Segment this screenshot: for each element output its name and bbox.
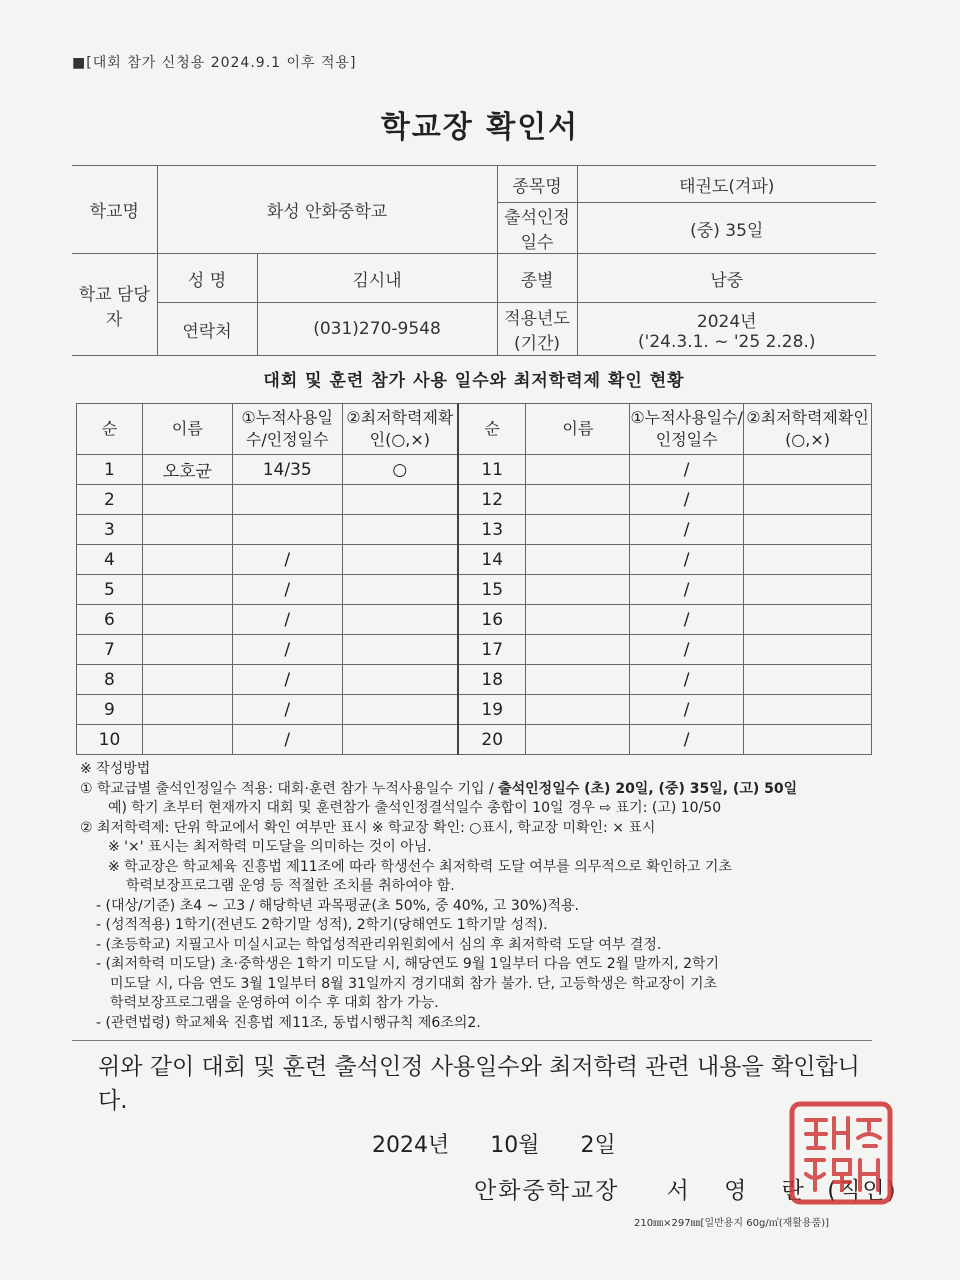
cell-days: /	[630, 605, 744, 635]
cell-check	[342, 695, 458, 725]
cell-days: /	[232, 545, 342, 575]
contact-label: 연락처	[157, 303, 257, 356]
cell-name	[142, 725, 232, 755]
signer-title: 안화중학교장	[474, 1178, 620, 1204]
cell-name	[526, 485, 630, 515]
info-table	[72, 165, 876, 356]
cell-check	[342, 575, 458, 605]
detail-4-cont: 미도달 시, 다음 연도 3월 1일부터 8월 31일까지 경기대회 참가 불가. 단, 고등학생은 학교장이 기초	[110, 975, 718, 992]
cell-check	[744, 455, 872, 485]
cell-name	[142, 665, 232, 695]
header-days: ①누적사용일수/인정일수	[232, 404, 342, 455]
cell-check	[744, 515, 872, 545]
cell-name	[526, 575, 630, 605]
manager-label: 학교 담당자	[72, 254, 157, 356]
cell-no: 17	[458, 635, 526, 665]
note-4: ※ 학교장은 학교체육 진흥법 제11조에 따라 학생선수 최저학력 도달 여부를 의무적으로 확인하고 기초	[108, 858, 732, 875]
category-value: 남중	[577, 254, 876, 303]
note-1	[80, 780, 880, 800]
header-check: ②최저학력제확인(○,×)	[342, 404, 458, 455]
cell-days: /	[232, 665, 342, 695]
detail-2: - (성적적용) 1학기(전년도 2학기말 성적), 2학기(당해연도 1학기말 성적).	[96, 917, 548, 933]
header-days: ①누적사용일수/인정일수	[630, 404, 744, 455]
detail-5: - (관련법령) 학교체육 진흥법 제11조, 동법시행규칙 제6조의2.	[96, 1014, 481, 1031]
cell-days: /	[630, 635, 744, 665]
header-no: 순	[458, 404, 526, 455]
year-cell	[577, 303, 876, 356]
cell-days: /	[630, 665, 744, 695]
cell-name	[526, 665, 630, 695]
detail-4-cont2: 학력보장프로그램을 운영하여 이수 후 대회 참가 가능.	[110, 995, 439, 1011]
cell-check	[744, 485, 872, 515]
contact-value: (031)270-9548	[257, 303, 497, 356]
category-label: 종별	[497, 254, 577, 303]
cell-check	[744, 695, 872, 725]
cell-no: 19	[458, 695, 526, 725]
header-no: 순	[77, 404, 143, 455]
cell-days: 14/35	[232, 455, 342, 485]
attendance-label: 출석인정 일수	[497, 203, 577, 254]
cell-name	[526, 545, 630, 575]
notes-heading: ※ 작성방법	[80, 761, 151, 777]
cell-no: 11	[458, 455, 526, 485]
cell-no: 7	[77, 635, 143, 665]
cell-no: 18	[458, 665, 526, 695]
cell-check: ○	[342, 455, 458, 485]
cell-name: 오호균	[142, 455, 232, 485]
cell-no: 16	[458, 605, 526, 635]
cell-days: /	[232, 635, 342, 665]
cell-no: 10	[77, 725, 143, 755]
date-year: 2024년	[372, 1133, 450, 1158]
official-seal-stamp	[786, 1098, 896, 1208]
cell-check	[744, 635, 872, 665]
cell-name	[142, 515, 232, 545]
cell-name	[526, 695, 630, 725]
cell-check	[744, 665, 872, 695]
detail-1: - (대상/기준) 초4 ~ 고3 / 해당학년 과목평균(초 50%, 중 40%, 고 30%)적용.	[96, 897, 579, 914]
cell-check	[342, 485, 458, 515]
note-4-cont: 학력보장프로그램 운영 등 적절한 조치를 취하여야 함.	[126, 878, 455, 894]
cell-check	[342, 665, 458, 695]
table-row	[77, 485, 872, 515]
cell-days	[232, 515, 342, 545]
cell-no: 5	[77, 575, 143, 605]
signer-name: 서 영 란	[666, 1178, 818, 1204]
page-title: 학교장 확인서	[380, 110, 580, 145]
table-row	[77, 605, 872, 635]
cell-check	[342, 545, 458, 575]
year-label: 적용년도 (기간)	[497, 303, 577, 356]
cell-name	[526, 455, 630, 485]
participation-rows	[77, 455, 872, 755]
note-3: ※ '×' 표시는 최저학력 미도달을 의미하는 것이 아님.	[108, 839, 432, 855]
cell-no: 8	[77, 665, 143, 695]
header-check: ②최저학력제확인(○,×)	[744, 404, 872, 455]
cell-name	[142, 545, 232, 575]
cell-no: 15	[458, 575, 526, 605]
table-row	[77, 455, 872, 485]
cell-check	[342, 515, 458, 545]
note-1-example: 예) 학기 초부터 현재까지 대회 및 훈련참가 출석인정결석일수 총합이 10일 경우 ⇨ 표기: (고) 10/50	[108, 800, 722, 816]
name-label: 성 명	[157, 254, 257, 303]
cell-days: /	[630, 515, 744, 545]
cell-check	[744, 575, 872, 605]
cell-no: 20	[458, 725, 526, 755]
table-row	[77, 665, 872, 695]
cell-days	[232, 485, 342, 515]
attendance-value: (중) 35일	[577, 203, 876, 254]
divider	[72, 1040, 872, 1041]
sport-value: 태권도(겨파)	[577, 166, 876, 203]
instructions	[80, 760, 880, 1033]
cell-name	[142, 575, 232, 605]
year-value: 2024년	[696, 311, 757, 332]
sport-label: 종목명	[497, 166, 577, 203]
note-1-bold: 출석인정일수 (초) 20일, (중) 35일, (고) 50일	[498, 780, 798, 797]
date-day: 2일	[580, 1133, 616, 1158]
cell-name	[526, 725, 630, 755]
cell-no: 2	[77, 485, 143, 515]
table-row	[77, 545, 872, 575]
cell-days: /	[630, 575, 744, 605]
cell-no: 6	[77, 605, 143, 635]
document-date	[372, 1128, 650, 1159]
cell-name	[142, 635, 232, 665]
cell-check	[342, 725, 458, 755]
table-row	[77, 515, 872, 545]
cell-name	[142, 485, 232, 515]
cell-check	[342, 635, 458, 665]
cell-name	[526, 605, 630, 635]
cell-days: /	[232, 695, 342, 725]
table-row	[77, 725, 872, 755]
detail-4: - (최저학력 미도달) 초·중학생은 1학기 미도달 시, 해당연도 9월 1일부터 다음 연도 2월 말까지, 2학기	[96, 956, 720, 972]
cell-no: 4	[77, 545, 143, 575]
cell-name	[526, 635, 630, 665]
cell-days: /	[630, 725, 744, 755]
table-row	[77, 695, 872, 725]
cell-name	[142, 605, 232, 635]
name-value: 김시내	[257, 254, 497, 303]
cell-check	[342, 605, 458, 635]
cell-check	[744, 605, 872, 635]
school-label: 학교명	[72, 166, 157, 254]
cell-days: /	[232, 575, 342, 605]
cell-days: /	[232, 725, 342, 755]
cell-no: 13	[458, 515, 526, 545]
cell-check	[744, 545, 872, 575]
header-name: 이름	[142, 404, 232, 455]
header-name: 이름	[526, 404, 630, 455]
cell-name	[142, 695, 232, 725]
cell-days: /	[630, 545, 744, 575]
cell-no: 1	[77, 455, 143, 485]
cell-no: 9	[77, 695, 143, 725]
seal-mark-label: (직인)	[827, 1178, 898, 1204]
confirm-statement: 위와 같이 대회 및 훈련 출석인정 사용일수와 최저학력 관련 내용을 확인합니다.	[98, 1054, 860, 1114]
participation-table	[76, 403, 872, 755]
section-subtitle: 대회 및 훈련 참가 사용 일수와 최저학력제 확인 현황	[263, 371, 685, 391]
cell-days: /	[630, 455, 744, 485]
cell-name	[526, 515, 630, 545]
header-note: ■[대회 참가 신청용 2024.9.1 이후 적용]	[72, 55, 357, 71]
cell-days: /	[630, 485, 744, 515]
cell-days: /	[630, 695, 744, 725]
paper-spec: 210㎜×297㎜[일반용지 60g/㎡(재활용품)]	[634, 1218, 830, 1229]
period-value: ('24.3.1. ~ '25 2.28.)	[638, 331, 816, 352]
note-2: ② 최저학력제: 단위 학교에서 확인 여부만 표시 ※ 학교장 확인: ○표시, 학교장 미확인: × 표시	[80, 819, 656, 836]
cell-check	[744, 725, 872, 755]
cell-no: 3	[77, 515, 143, 545]
detail-3: - (초등학교) 지필고사 미실시교는 학업성적관리위원회에서 심의 후 최저학력 도달 여부 결정.	[96, 936, 662, 953]
cell-days: /	[232, 605, 342, 635]
date-month: 10월	[490, 1133, 540, 1158]
school-value: 화성 안화중학교	[157, 166, 497, 254]
cell-no: 14	[458, 545, 526, 575]
table-row	[77, 635, 872, 665]
cell-no: 12	[458, 485, 526, 515]
table-row	[77, 575, 872, 605]
note-1-text: ① 학교급별 출석인정일수 적용: 대회·훈련 참가 누적사용일수 기입 /	[80, 780, 499, 797]
